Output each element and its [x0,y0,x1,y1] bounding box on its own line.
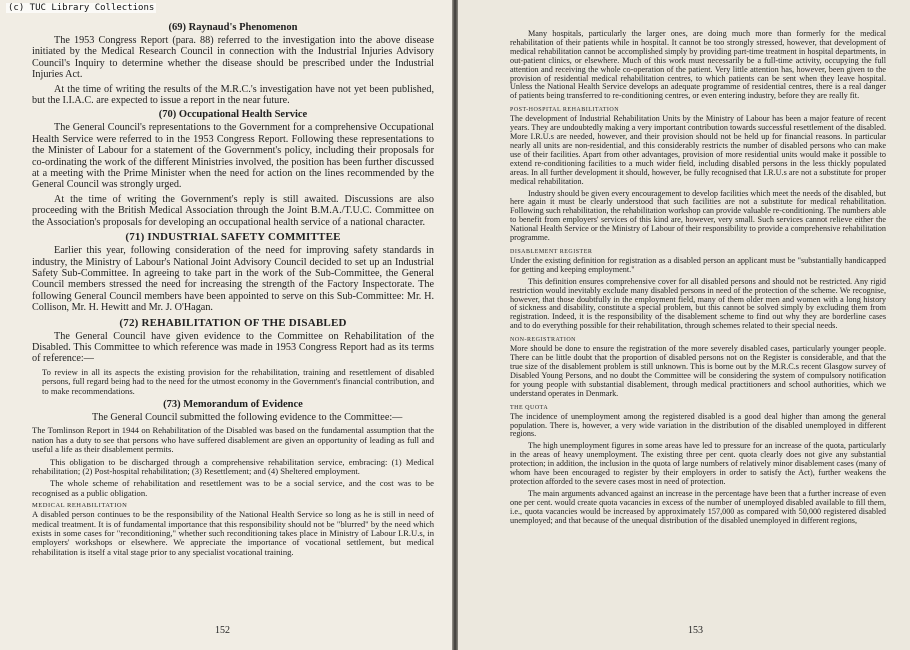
section-71-title: (71) INDUSTRIAL SAFETY COMMITTEE [125,231,341,244]
section-69-para-2: At the time of writing the results of the M.R.C.'s investigation have not yet been published, but the I.I.A.C. are expected to issue a report in the near future. [32,83,434,107]
post-hospital-para-1: The development of Industrial Rehabilitation Units by the Ministry of Labour has been a major feature of recent years. They are undoubtedly making a very important contribution towards successful resettlement of the disabled. More I.R.U.s are needed, however, and their provision should not be held up for financial reasons. In particular nearly all units are non-residential, and this considerably restricts the number of disabled persons who can make use of their facilities. Apart from other advantages, provision of more residential units would make it possible to extend re-conditioning facilities to a much wider field, including disabled persons in the less thickly populated areas. In all further development it should, however, be fully recognised that I.R.U.s are not a substitute for proper medical rehabilitation. [510,114,886,186]
medical-rehabilitation-para: A disabled person continues to be the responsibility of the National Health Service so long as he is still in need of medical treatment. It is of fundamental importance that this responsibility should not be "blurred" by the need which exists in some cases for "reconditioning," whether such reconditioning takes place in Ministry of Labour I.R.U.s, in employers' workshops or elsewhere. We appreciate the importance of vocational settlement, but medical rehabilitation is itself a vital stage prior to any specialist vocational training. [32,509,434,557]
disablement-register-para-1: Under the existing definition for registration as a disabled person an applicant must be "substantially handicapped for getting and keeping employment." [510,255,886,274]
section-73-para-2: The Tomlinson Report in 1944 on Rehabilitation of the Disabled was based on the fundamental assumption that the nation has a duty to see that persons who have suffered disablement are given an opportunity of leading as full and useful a life as their disablement permits. [32,425,434,455]
non-registration-para: More should be done to ensure the registration of the more severely disabled cases, particularly younger people. There can be little doubt that the proportion of disabled persons not on the Register is considerable, and that the true size of the disablement problem is still unknown. This is borne out by the M.R.C.s recent Glasgow survey of Disabled Young Persons, and no doubt the Committee will be considering the system of compulsory notification for young people with substantial disablement, through medical practitioners and school authorities, which we understand operates in Denmark. [510,344,886,398]
terms-of-reference-quote: To review in all its aspects the existing provision for the rehabilitation, training and resettlement of disabled persons, full regard being had to the need for the utmost economy in the Government's financial contribution, and to make recommendations. [42,366,434,396]
section-70-para-2: At the time of writing the Government's reply is still awaited. Discussions are also proceeding with the British Medical Association through the Joint B.M.A./T.U.C. Committee on the Association's proposals for developing an occupational health service of a national character. [32,193,434,228]
section-71-para-1: Earlier this year, following consideration of the need for improving safety standards in industry, the Ministry of Labour's National Joint Advisory Council decided to set up an Industrial Safety Sub-Committee. In agreeing to take part in the work of the Sub-Committee, the General Council members stressed the need for increasing the strength of the Factory Inspectorate. The following General Council members have been appointed to serve on this Sub-Committee: Mr. H. Collison, Mr. H. Hewitt and Mr. J. O'Hagan. [32,245,434,314]
medical-rehabilitation-heading: MEDICAL REHABILITATION [32,502,128,510]
section-69-title: (69) Raynaud's Phenomenon [168,22,298,33]
right-page [458,0,910,650]
section-70-para-1: The General Council's representations to the Government for a comprehensive Occupational Health Service were referred to in the 1953 Congress Report. Following these representations to the Minister of Labour for a statement of the Government's policy, including their proposals for co-ordinating the work of the different Ministries involved, the position has been further discussed at a meeting with the Prime Minister when the need for action on the lines recommended by the General Council was strongly urged. [32,122,434,191]
quota-para-1: The incidence of unemployment among the registered disabled is a good deal higher than among the general population. There is, however, a very wide variation in the distribution of the disabled unemployed in different regions. [510,411,886,439]
collection-watermark: (c) TUC Library Collections [8,3,155,13]
left-page [0,0,452,650]
disablement-register-heading: DISABLEMENT REGISTER [510,248,593,255]
section-72-title: (72) REHABILITATION OF THE DISABLED [119,316,347,329]
section-73-para-1: The General Council submitted the following evidence to the Committee:— [92,411,403,423]
disablement-register-para-2: This definition ensures comprehensive cover for all disabled persons and should not be restricted. Any rigid restriction would inevitably exclude many disabled persons in need of the protection of the scheme. We recognise, however, that those doubtfully in the employment field, many of them older men and women with a long history of sickness and disability, constitute a special problem, but this cannot be solved simply by excluding them from registration. Indeed, it is the responsibility of the disablement scheme to find out why they are borderline cases and to do everything possible for their rehabilitation, through schemes related to their special needs. [510,276,886,331]
section-73-para-4: The whole scheme of rehabilitation and resettlement was to be a social service, and the cost was to be recognised as a public obligation. [32,478,434,498]
non-registration-heading: NON-REGISTRATION [510,337,576,344]
section-73-para-3: This obligation to be discharged through a comprehensive rehabilitation service, embracing: (1) Medical rehabilitation; (2) Post-hospital rehabilitation; (3) Resettlement; and (4) Sheltered employment. [32,456,434,476]
section-70-title: (70) Occupational Health Service [158,109,308,121]
quota-para-2: The high unemployment figures in some areas have led to pressure for an increase of the quota, particularly in the areas of heavy unemployment. The existing three per cent. quota clearly does not give any substantial protection; in addition, the inclusion in the quota of large numbers of relatively minor disablement cases (many of whom have been encouraged to register by their employers in order to satisfy the Act), further weakens the protection afforded to the severe cases most in need of protection. [510,441,886,486]
page-number-right: 153 [688,625,703,636]
post-hospital-para-2: Industry should be given every encouragement to develop facilities which meet the needs of the disabled, but here again it must be clearly understood that such facilities are not a substitute for medical rehabilitation. Following such rehabilitation, the rehabilitation workshop can provide valuable re-conditioning. The numbers able to benefit from employers' services of this kind are, however, very small. Such services cannot relieve either the National Health Service or the Ministry of Labour of their responsibility to provide a comprehensive rehabilitation programme. [510,188,886,243]
intro-para: Many hospitals, particularly the larger ones, are doing much more than formerly for the medical rehabilitation of their patients while in hospital. It cannot be too strongly stressed, however, that development of medical rehabilitation cannot be accomplished simply by providing part-time treatment in hospital departments, in out-patient clinics, or elsewhere. Much of this work must necessarily be a full-time activity, occupying the full attention and receiving the whole co-operation of the patient. Very little attention has, however, been given to the provision of residential medical rehabilitation centres, to which patients can be sent when they leave hospital. Unless the National Health Service develops an adequate programme of residential centres, there is a real danger of patients being transferred to re-conditioning centres, or even entering industry, before they are really fit. [510,29,886,101]
page-number-left: 152 [215,625,230,636]
section-73-title: (73) Memorandum of Evidence [163,398,303,410]
quota-para-3: The main arguments advanced against an increase in the percentage have been that a further increase of even one per cent. would create quota vacancies in excess of the number of unemployed disabled available to fill them, i.e., quota vacancies would be increased by approximately 157,000 as compared with 50,000 registered disabled unemployed; and that because of the unequal distribution of the disabled unemployed in different regions, [510,488,886,525]
post-hospital-heading: POST-HOSPITAL REHABILITATION [510,107,620,114]
section-69-para-1: The 1953 Congress Report (para. 88) referred to the investigation into the above disease initiated by the Medical Research Council in connection with the Industrial Injuries Advisory Council's Inquiry to determine whether the disease should be prescribed under the Industrial Injuries Act. [32,35,434,81]
quota-heading: THE QUOTA [510,404,549,411]
section-72-para-1: The General Council have given evidence to the Committee on Rehabilitation of the Disabled. This Committee to which reference was made in 1953 Congress Report had as its terms of reference:— [32,330,434,365]
